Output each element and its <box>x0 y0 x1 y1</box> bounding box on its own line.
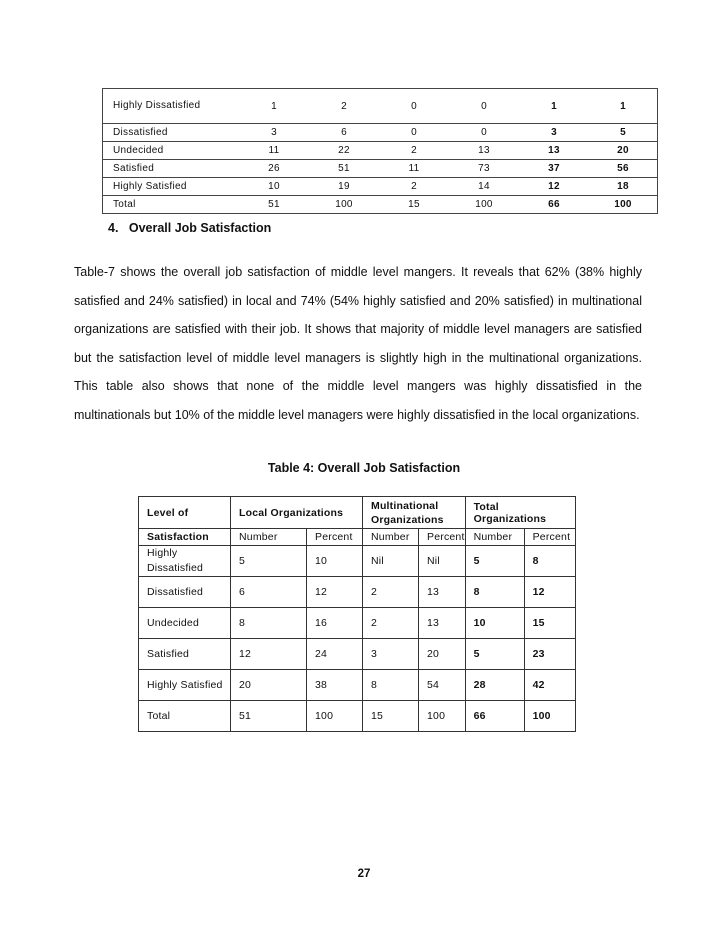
job-satisfaction-table <box>138 496 576 732</box>
row-label: Undecided <box>103 142 240 160</box>
table-cell: 20 <box>419 639 466 670</box>
subheader-multi-number: Number <box>363 529 419 546</box>
table-cell: 66 <box>519 196 589 214</box>
table-cell: 10 <box>307 546 363 577</box>
table-cell: 18 <box>589 178 658 196</box>
table-cell: 38 <box>307 670 363 701</box>
table-cell: 0 <box>379 124 449 142</box>
table-cell: 8 <box>465 577 524 608</box>
table-cell: 37 <box>519 160 589 178</box>
table-cell: 100 <box>307 701 363 732</box>
table-row <box>103 178 658 196</box>
table-row <box>103 142 658 160</box>
table-cell: 54 <box>419 670 466 701</box>
table-cell: 15 <box>524 608 575 639</box>
row-label: Highly Dissatisfied <box>103 89 240 124</box>
table-cell: 73 <box>449 160 519 178</box>
table-cell: 13 <box>419 608 466 639</box>
row-label: Total <box>139 701 231 732</box>
table-cell: 3 <box>239 124 309 142</box>
table-cell: 20 <box>231 670 307 701</box>
table-cell: 0 <box>379 89 449 124</box>
subheader-local-number: Number <box>231 529 307 546</box>
table-row <box>103 89 658 124</box>
table-cell: 3 <box>363 639 419 670</box>
table-cell: 1 <box>589 89 658 124</box>
table-row <box>103 124 658 142</box>
table-cell: 19 <box>309 178 379 196</box>
table-cell: 8 <box>524 546 575 577</box>
table-header-row <box>139 497 576 529</box>
table-cell: 11 <box>379 160 449 178</box>
page-number: 27 <box>357 868 371 880</box>
header-level: Level of <box>139 497 231 529</box>
table-cell: Nil <box>363 546 419 577</box>
table-caption: Table 4: Overall Job Satisfaction <box>267 461 461 475</box>
table-cell: 3 <box>519 124 589 142</box>
table-cell: 11 <box>239 142 309 160</box>
table-cell: 5 <box>465 639 524 670</box>
row-label: Highly Satisfied <box>103 178 240 196</box>
row-label: Highly Dissatisfied <box>139 546 231 577</box>
table-cell: 0 <box>449 124 519 142</box>
table-cell: 5 <box>465 546 524 577</box>
table-cell: 51 <box>231 701 307 732</box>
table-cell: 23 <box>524 639 575 670</box>
section-number: 4. <box>108 221 119 235</box>
header-total: Total Organizations <box>465 497 575 529</box>
table-cell: 6 <box>231 577 307 608</box>
subheader-local-percent: Percent <box>307 529 363 546</box>
subheader-satisfaction: Satisfaction <box>139 529 231 546</box>
table-row <box>139 608 576 639</box>
table-cell: 100 <box>524 701 575 732</box>
table-cell: 56 <box>589 160 658 178</box>
table-cell: 6 <box>309 124 379 142</box>
row-label: Dissatisfied <box>139 577 231 608</box>
table-cell: 8 <box>363 670 419 701</box>
table-cell: 2 <box>379 142 449 160</box>
table-cell: 51 <box>239 196 309 214</box>
table-cell: 12 <box>519 178 589 196</box>
subheader-total-number: Number <box>465 529 524 546</box>
table-cell: 100 <box>419 701 466 732</box>
table-cell: 100 <box>449 196 519 214</box>
subheader-total-percent: Percent <box>524 529 575 546</box>
body-paragraph: Table-7 shows the overall job satisfaction of middle level mangers. It reveals that 62% (38% highly satisfied and 24% satisfied) in local and 74% (54% highly satisfied and 20% satisfied) in multinational organizations are satisfied with their job. It shows that majority of middle level managers are satisfied but the satisfaction level of middle level managers is slightly high in the multinational organizations. This table also shows that none of the middle level mangers was highly dissatisfied in the multinationals but 10% of the middle level managers were highly dissatisfied in the local organizations. <box>74 265 642 422</box>
table-row <box>139 639 576 670</box>
table-cell: 1 <box>239 89 309 124</box>
table-cell: 66 <box>465 701 524 732</box>
table-cell: 12 <box>524 577 575 608</box>
row-label: Undecided <box>139 608 231 639</box>
table-cell: 10 <box>239 178 309 196</box>
table-cell: 26 <box>239 160 309 178</box>
table-cell: 15 <box>379 196 449 214</box>
section-heading <box>108 221 271 235</box>
table-row <box>139 546 576 577</box>
table-cell: 12 <box>231 639 307 670</box>
table-cell: 13 <box>419 577 466 608</box>
table-cell: 2 <box>363 577 419 608</box>
table-cell: 15 <box>363 701 419 732</box>
row-label: Satisfied <box>103 160 240 178</box>
row-label: Satisfied <box>139 639 231 670</box>
table-cell: 1 <box>519 89 589 124</box>
header-multinational: Multinational Organizations <box>363 497 466 529</box>
table-cell: 13 <box>519 142 589 160</box>
table-cell: Nil <box>419 546 466 577</box>
table-cell: 51 <box>309 160 379 178</box>
table-row <box>139 670 576 701</box>
table-cell: 100 <box>589 196 658 214</box>
subheader-multi-percent: Percent <box>419 529 466 546</box>
table-cell: 100 <box>309 196 379 214</box>
table-cell: 22 <box>309 142 379 160</box>
table-cell: 14 <box>449 178 519 196</box>
continued-table <box>102 88 658 214</box>
table-row <box>139 577 576 608</box>
table-cell: 2 <box>379 178 449 196</box>
table-cell: 10 <box>465 608 524 639</box>
section-title: Overall Job Satisfaction <box>128 221 272 235</box>
table-cell: 20 <box>589 142 658 160</box>
table-cell: 5 <box>231 546 307 577</box>
table-cell: 2 <box>309 89 379 124</box>
table-cell: 12 <box>307 577 363 608</box>
table-cell: 0 <box>449 89 519 124</box>
table-cell: 28 <box>465 670 524 701</box>
table-cell: 2 <box>363 608 419 639</box>
table-row <box>139 701 576 732</box>
table-cell: 16 <box>307 608 363 639</box>
table-row <box>103 196 658 214</box>
table-cell: 8 <box>231 608 307 639</box>
row-label: Total <box>103 196 240 214</box>
header-local: Local Organizations <box>231 497 363 529</box>
table-subheader-row <box>139 529 576 546</box>
table-cell: 5 <box>589 124 658 142</box>
table-row <box>103 160 658 178</box>
table-cell: 24 <box>307 639 363 670</box>
row-label: Highly Satisfied <box>139 670 231 701</box>
row-label: Dissatisfied <box>103 124 240 142</box>
table-cell: 42 <box>524 670 575 701</box>
table-cell: 13 <box>449 142 519 160</box>
